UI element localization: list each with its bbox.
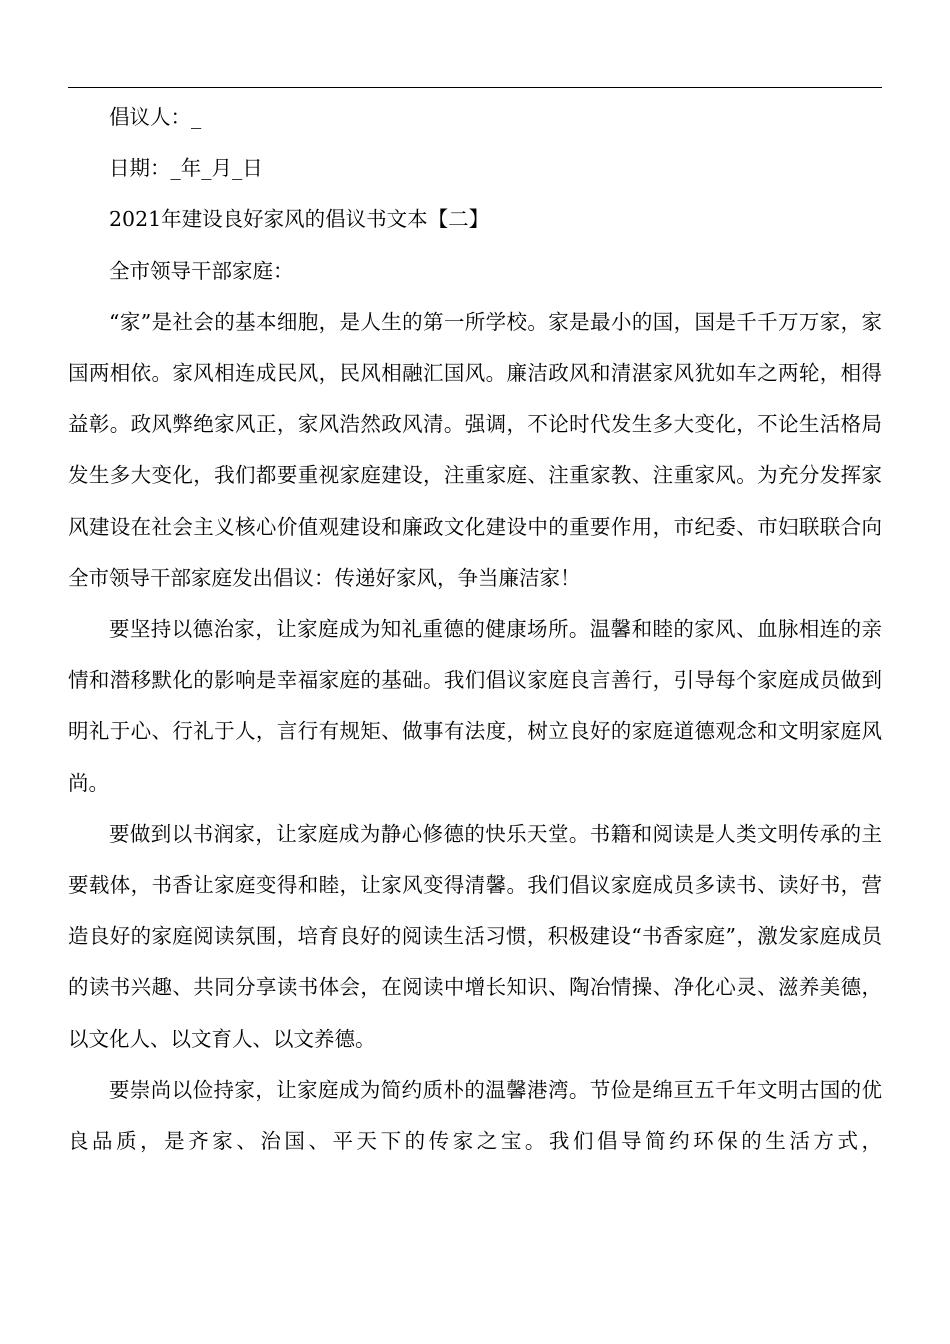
date-line: 日期：_年_月_日 [109, 156, 263, 181]
document-body [68, 92, 882, 1167]
proposer-line: 倡议人：_ [109, 105, 202, 129]
body-paragraph: 要崇尚以俭持家，让家庭成为简约质朴的温馨港湾。节俭是绵亘五千年文明古国的优良品质，是齐家、治国、平天下的传家之宝。我们倡导简约环保的生活方式， [68, 1077, 882, 1154]
section-title: 2021年建设良好家风的倡议书文本【二】 [109, 207, 490, 232]
body-paragraph: 要做到以书润家，让家庭成为静心修德的快乐天堂。书籍和阅读是人类文明传承的主要载体，书香让家庭变得和睦，让家风变得清馨。我们倡议家庭成员多读书、读好书，营造良好的家庭阅读氛围，培育良好的阅读生活习惯，积极建设“书香家庭”，激发家庭成员的读书兴趣、共同分享读书体会，在阅读中增长知识、陶冶情操、净化心灵、滋养美德，以文化人、以文育人、以文养德。 [68, 821, 882, 1051]
salutation: 全市领导干部家庭： [109, 258, 294, 283]
body-paragraph: “家”是社会的基本细胞，是人生的第一所学校。家是最小的国，国是千千万万家，家国两相依。家风相连成民风，民风相融汇国风。廉洁政风和清湛家风犹如车之两轮，相得益彰。政风弊绝家风正，家风浩然政风清。强调，不论时代发生多大变化，不论生活格局发生多大变化，我们都要重视家庭建设，注重家庭、注重家教、注重家风。为充分发挥家风建设在社会主义核心价值观建设和廉政文化建设中的重要作用，市纪委、市妇联联合向全市领导干部家庭发出倡议：传递好家风，争当廉洁家！ [68, 309, 882, 590]
body-paragraph: 要坚持以德治家，让家庭成为知礼重德的健康场所。温馨和睦的家风、血脉相连的亲情和潜移默化的影响是幸福家庭的基础。我们倡议家庭良言善行，引导每个家庭成员做到明礼于心、行礼于人，言行有规矩、做事有法度，树立良好的家庭道德观念和文明家庭风尚。 [68, 617, 882, 795]
header-rule [68, 87, 882, 88]
